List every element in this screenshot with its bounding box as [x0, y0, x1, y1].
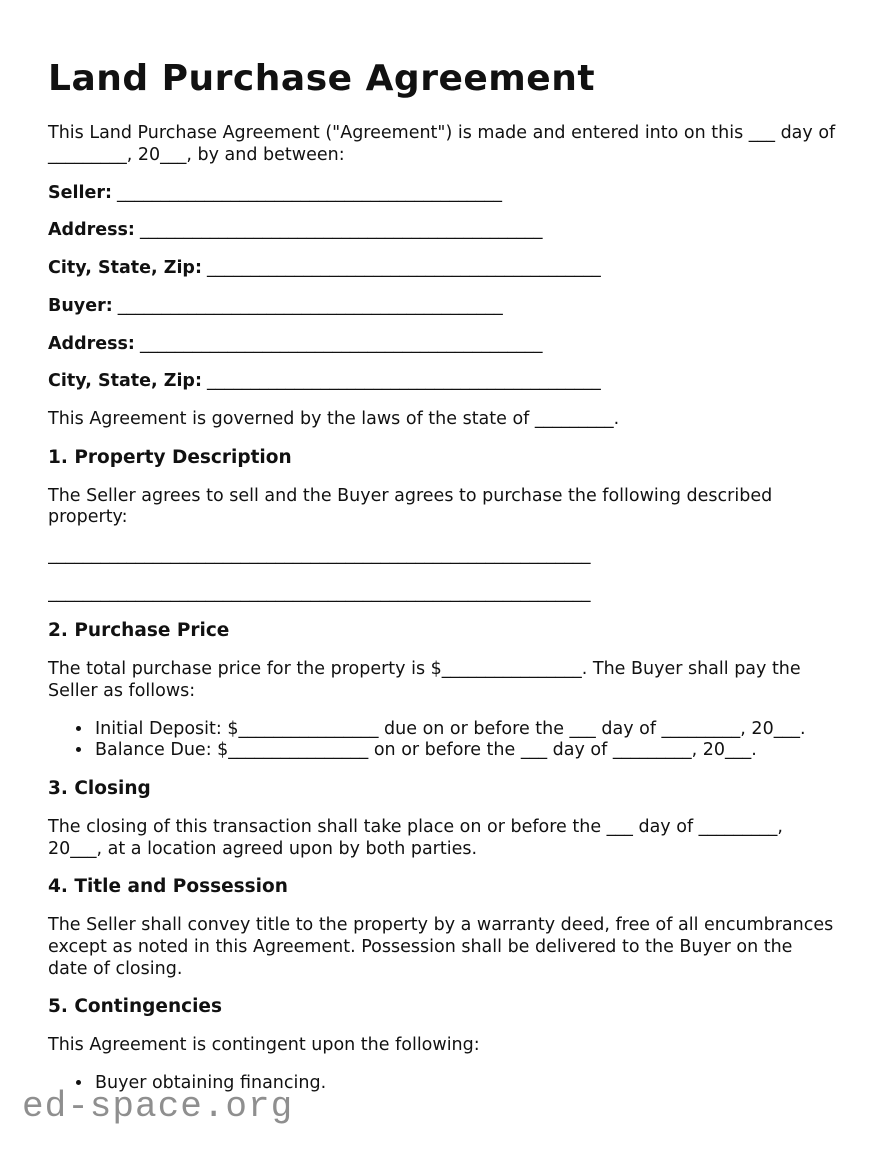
- purchase-price-list: [48, 719, 836, 762]
- seller-city-state-zip-label: City, State, Zip:: [48, 258, 202, 279]
- seller-address-label: Address:: [48, 220, 135, 241]
- buyer-label: Buyer:: [48, 295, 113, 316]
- buyer-city-state-zip-label: City, State, Zip:: [48, 371, 202, 392]
- contingencies-body: This Agreement is contingent upon the following:: [48, 1035, 480, 1056]
- property-description-body: The Seller agrees to sell and the Buyer agrees to purchase the following described property:: [48, 485, 773, 528]
- section-purchase-price: [48, 620, 836, 762]
- list-item-buyer-financing: • Buyer obtaining financing.: [93, 1073, 836, 1095]
- field-row-buyer-city-state-zip: [48, 371, 836, 393]
- field-row-buyer: [48, 296, 836, 318]
- seller-city-state-zip-blank: _____________________________________________: [206, 258, 601, 279]
- seller-label: Seller:: [48, 182, 112, 203]
- field-row-buyer-address: [48, 334, 836, 356]
- property-description-blank-line-1: ______________________________________________________________: [48, 544, 591, 565]
- section-heading-title-and-possession: 4. Title and Possession: [48, 876, 288, 898]
- section-contingencies: [48, 996, 836, 1094]
- governing-law-paragraph: This Agreement is governed by the laws of the state of _________.: [48, 408, 620, 429]
- title-and-possession-body: The Seller shall convey title to the property by a warranty deed, free of all encumbrances except as noted in this Agreement. Possession shall be delivered to the Buyer on the date of closing.: [48, 915, 834, 979]
- closing-body: The closing of this transaction shall take place on or before the ___ day of _________, 20___, at a location agreed upon by both parties.: [48, 816, 783, 859]
- seller-address-blank: ______________________________________________: [139, 220, 543, 241]
- seller-blank: ____________________________________________: [116, 182, 502, 203]
- field-row-seller-city-state-zip: [48, 258, 836, 280]
- list-item-balance-due: • Balance Due: $________________ on or before the ___ day of _________, 20___.: [93, 740, 836, 762]
- purchase-price-body: The total purchase price for the property is $________________. The Buyer shall pay the Seller as follows:: [48, 659, 801, 701]
- section-heading-contingencies: 5. Contingencies: [48, 996, 222, 1018]
- buyer-address-blank: ______________________________________________: [139, 333, 543, 354]
- watermark: ed-space.org: [22, 1086, 294, 1127]
- field-row-seller: [48, 183, 836, 205]
- buyer-address-label: Address:: [48, 333, 135, 354]
- field-row-seller-address: [48, 220, 836, 242]
- property-description-blank-line-2: ______________________________________________________________: [48, 582, 591, 603]
- section-heading-closing: 3. Closing: [48, 777, 151, 799]
- buyer-city-state-zip-blank: _____________________________________________: [206, 371, 601, 392]
- document-title: Land Purchase Agreement: [48, 58, 596, 99]
- section-heading-purchase-price: 2. Purchase Price: [48, 620, 230, 642]
- section-title-and-possession: [48, 876, 836, 980]
- list-item-initial-deposit: • Initial Deposit: $________________ due on or before the ___ day of _________, 20___.: [93, 719, 836, 741]
- intro-paragraph: This Land Purchase Agreement ("Agreement") is made and entered into on this ___ day of _________, 20___, by and between:: [48, 123, 836, 166]
- section-heading-property-description: 1. Property Description: [48, 446, 292, 468]
- section-property-description: [48, 447, 836, 605]
- buyer-blank: ____________________________________________: [117, 295, 503, 316]
- section-closing: [48, 778, 836, 860]
